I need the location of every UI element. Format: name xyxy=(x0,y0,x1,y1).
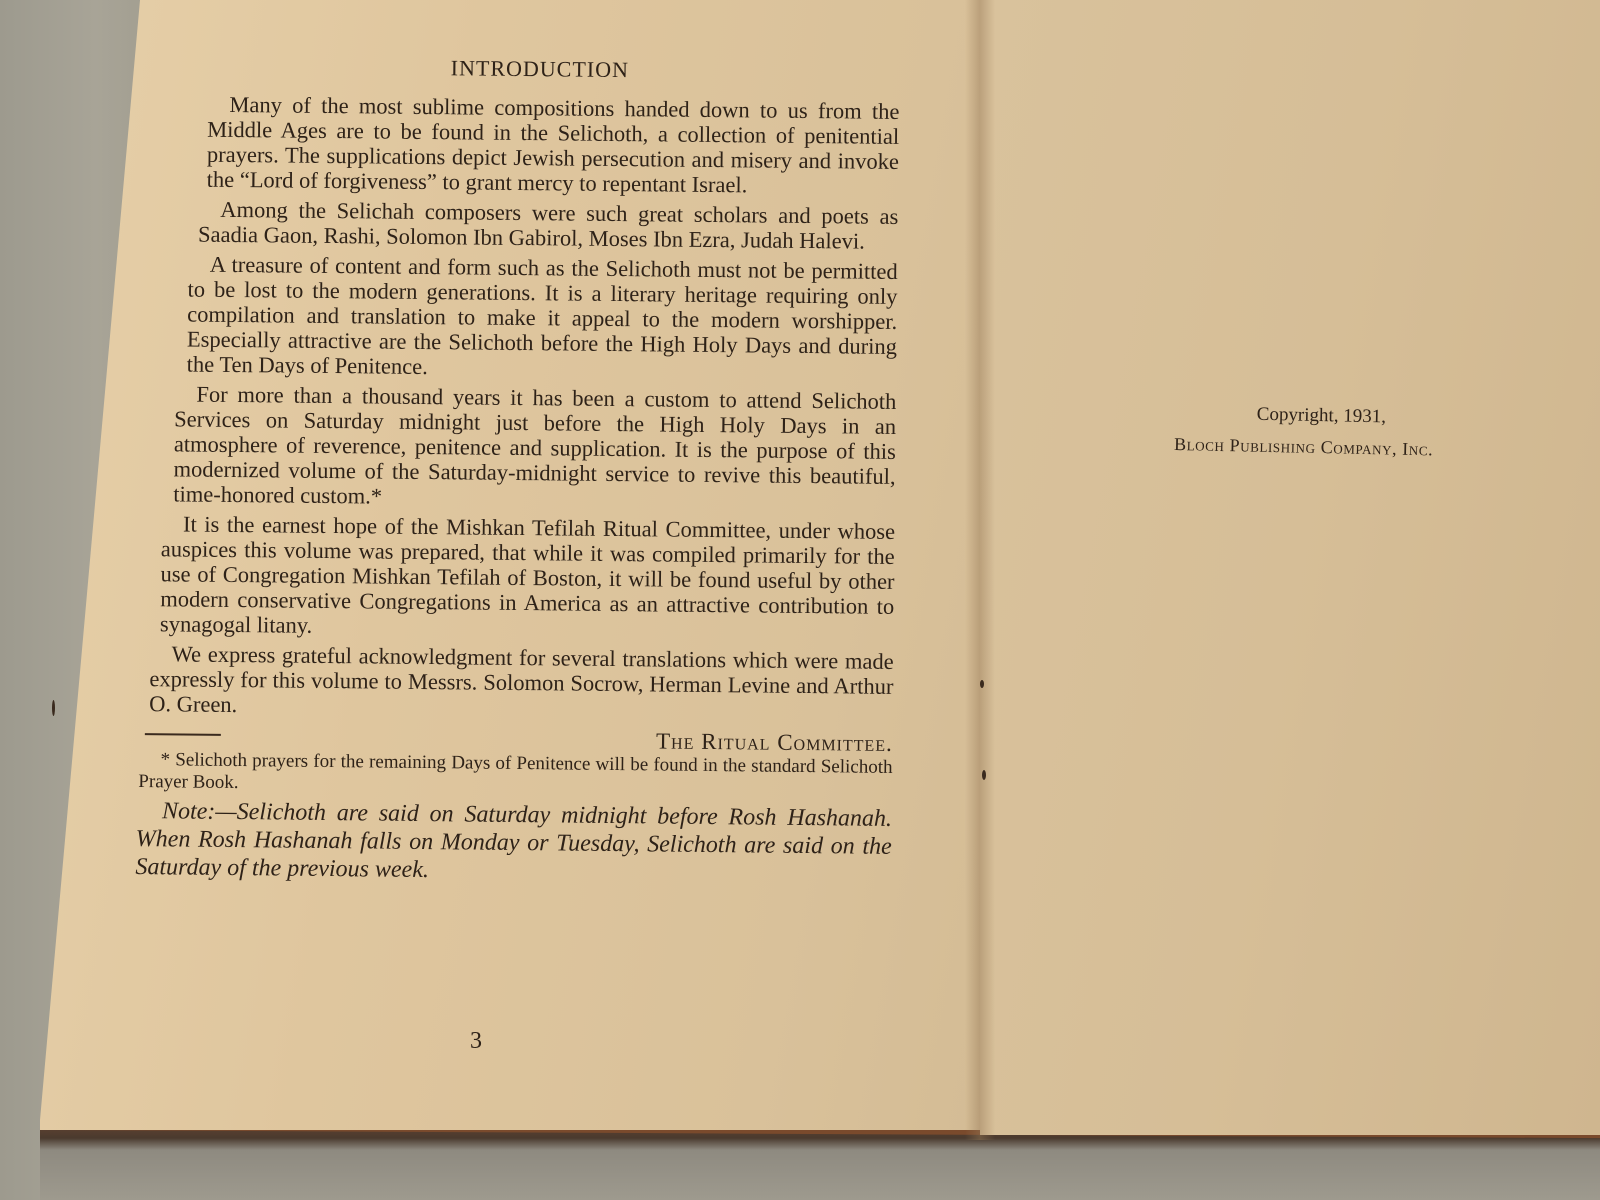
copyright-block xyxy=(1174,402,1575,463)
page-title: INTRODUCTION xyxy=(450,55,630,83)
paragraph-1: Many of the most sublime compositions handed down to us from the Middle Ages are to be found in the Selichoth, a collection of penitential prayers. The supplications depict Jewish persecution and misery and invoke the “Lord of forgiveness” to grant mercy to repentant Israel. xyxy=(206,91,900,198)
paragraph-2: Among the Selichah composers were such great scholars and poets as Saadia Gaon, Rashi, Solomon Ibn Gabirol, Moses Ibn Ezra, Judah Halevi. xyxy=(197,196,899,254)
table-shadow xyxy=(40,1128,1600,1200)
note-text: Note:—Selichoth are said on Saturday midnight before Rosh Hashanah. When Rosh Hashanah falls on Monday or Tuesday, Selichoth are said on the Saturday of the previous week. xyxy=(135,798,893,884)
introduction-text xyxy=(131,52,900,889)
book-gutter xyxy=(965,0,995,1140)
paragraph-5: It is the earnest hope of the Mishkan Tefilah Ritual Committee, under whose auspices this volume was prepared, that while it was compiled primarily for the use of Congregation Mishkan Tefilah of Boston, it will be found useful by other modern conservative Congregations in America as an attractive contribution to synagogal litany. xyxy=(159,511,896,638)
paper-speck xyxy=(982,770,986,780)
signature: The Ritual Committee. xyxy=(655,728,893,756)
note xyxy=(131,797,892,889)
paragraph-3: A treasure of content and form such as the Selichoth must not be permitted to be lost to the modern generations. It is a literary heritage requiring only compilation and translation to make it appeal to the modern worshipper. Especially attractive are the Selichoth before the High Holy Days and during the Ten Days of Penitence. xyxy=(186,251,898,380)
paper-speck xyxy=(52,700,55,716)
paper-speck xyxy=(980,680,984,688)
footnote xyxy=(132,749,892,801)
publisher-line: Bloch Publishing Company, Inc. xyxy=(1173,433,1434,460)
paragraph-6: We express grateful acknowledgment for several translations which were made expressly for this volume to Messrs. Solomon Socrow, Herman Levine and Arthur O. Green. xyxy=(149,641,894,718)
paragraph-4: For more than a thousand years it has been a custom to attend Selichoth Services on Saturday midnight just before the High Holy Days in an atmosphere of reverence, penitence and supplication. It is the purpose of this modernized volume of the Saturday-midnight service to revive this beautiful, time-honored custom.* xyxy=(173,381,897,509)
footnote-text: * Selichoth prayers for the remaining Days of Penitence will be found in the standard Selichoth Prayer Book. xyxy=(138,749,893,794)
copyright-line: Copyright, 1931, xyxy=(1256,403,1387,428)
footnote-rule xyxy=(145,733,221,736)
page-number: 3 xyxy=(470,1028,482,1054)
right-page xyxy=(980,0,1600,1135)
